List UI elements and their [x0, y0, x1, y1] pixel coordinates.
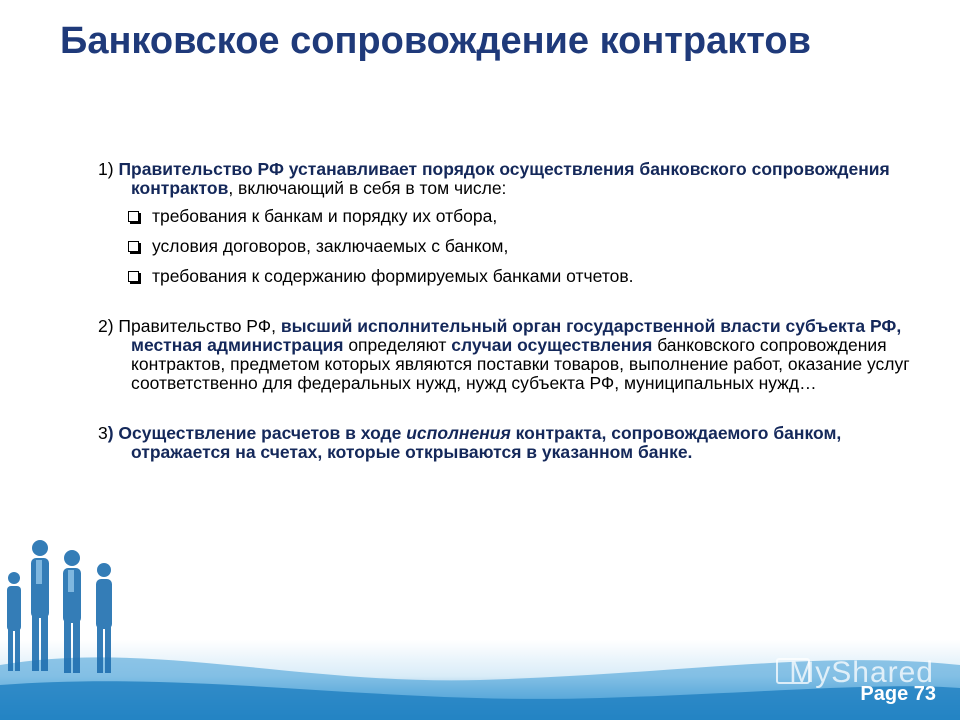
p2-rest: банковского сопровождения контрактов, предметом которых являются поставки товаров, выполнение работ, оказание услуг соответственно для федеральных нужд, нужд субъекта РФ, муниципальных нужд…	[131, 335, 910, 393]
p2-number: 2) Правительство РФ,	[98, 316, 281, 336]
p1-number: 1)	[98, 159, 119, 179]
checkbox-bullet-icon	[128, 241, 139, 252]
requirements-list	[98, 207, 918, 286]
list-item-text: условия договоров, заключаемых с банком,	[152, 236, 509, 256]
list-item	[126, 237, 918, 256]
checkbox-bullet-icon	[128, 271, 139, 282]
p2-bold-1: высший исполнительный орган государственной власти субъекта РФ, местная администрация	[131, 316, 902, 355]
p3-bold-2: контракта, сопровождаемого банком, отражается на счетах, которые открываются в указанном банке.	[131, 423, 842, 462]
p2-bold-2: случаи осуществления	[451, 335, 653, 355]
slide-title: Банковское сопровождение контрактов	[60, 20, 811, 62]
p1-bold: Правительство РФ устанавливает порядок осуществления банковского сопровождения контрактов	[118, 159, 890, 198]
p2-mid: определяют	[343, 335, 452, 355]
paragraph-1	[98, 160, 918, 198]
paragraph-2	[98, 317, 918, 393]
list-item-text: требования к банкам и порядку их отбора,	[152, 206, 498, 226]
watermark: MyShared	[789, 656, 934, 689]
p3-number: 3	[98, 423, 108, 443]
page-number: Page 73	[860, 683, 936, 705]
slide-content	[98, 160, 918, 462]
list-item	[126, 207, 918, 226]
list-item-text: требования к содержанию формируемых банками отчетов.	[152, 266, 634, 286]
business-people-silhouette-icon	[0, 528, 150, 698]
list-item	[126, 267, 918, 286]
checkbox-bullet-icon	[128, 211, 139, 222]
p1-rest: , включающий в себя в том числе:	[228, 178, 507, 198]
p3-bold-1: ) Осуществление расчетов в ходе	[107, 423, 407, 443]
p3-italic: исполнения	[406, 423, 511, 443]
paragraph-3	[98, 424, 918, 462]
